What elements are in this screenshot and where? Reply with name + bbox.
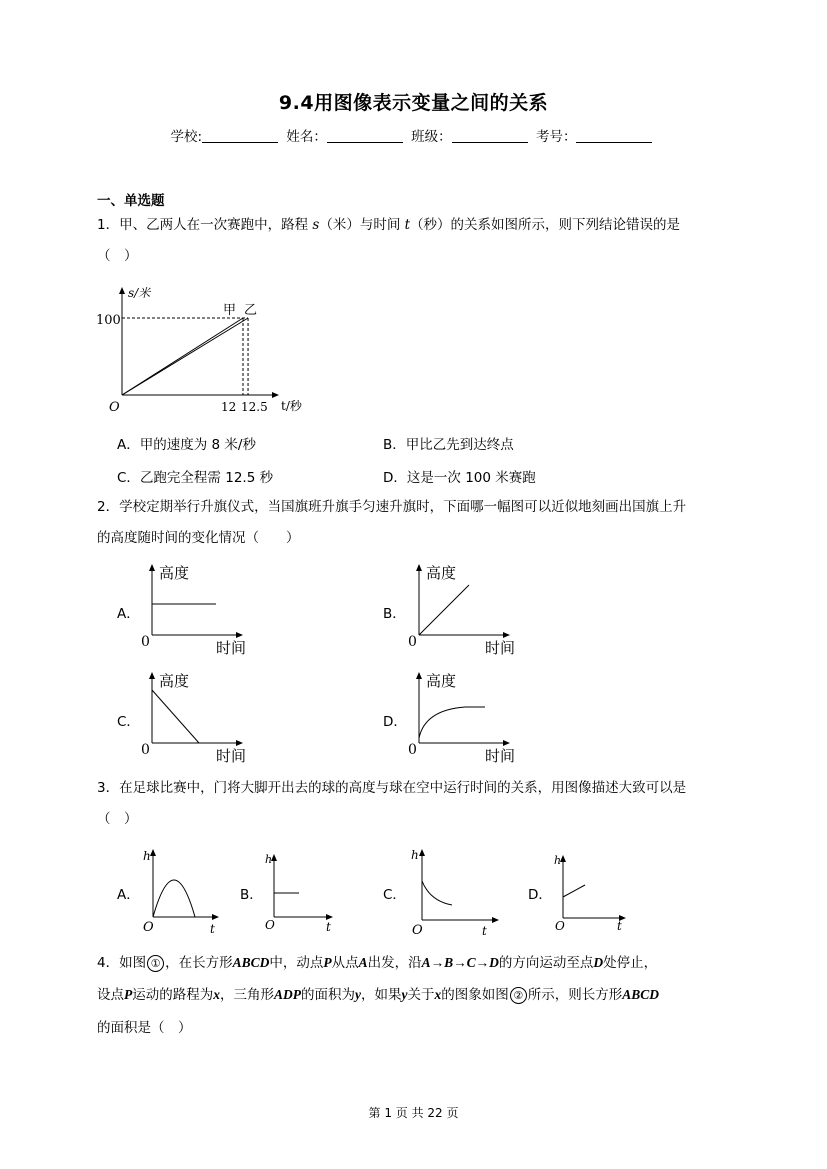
- x-axis-label: 时间: [485, 639, 516, 657]
- parabola-curve: [153, 880, 195, 917]
- q3-option-b-label[interactable]: B．: [240, 887, 263, 903]
- origin-label: O: [265, 918, 275, 932]
- origin-label: 0: [141, 742, 150, 758]
- increasing-line: [419, 585, 469, 635]
- line-label-jia: 甲: [223, 303, 237, 318]
- rising-segment: [563, 885, 585, 897]
- section-heading: 一、单选题: [97, 193, 165, 209]
- origin-label: O: [143, 920, 154, 935]
- origin-label: 0: [408, 634, 417, 650]
- question-1-answer-paren: （ ）: [97, 248, 138, 264]
- q3-option-c-label[interactable]: C．: [383, 887, 406, 903]
- q3-option-a-label[interactable]: A．: [117, 887, 140, 903]
- question-2-text: 2．学校定期举行升旗仪式，当国旗班升旗手匀速升旗时，下面哪一幅图可以近似地刻画出国旗上升: [97, 499, 687, 515]
- origin-label: 0: [141, 634, 150, 650]
- origin-label: O: [109, 400, 120, 415]
- y-axis-label: 高度: [159, 672, 190, 690]
- q2-option-c-label[interactable]: C．: [117, 714, 140, 730]
- x-tick-label-12: 12: [221, 400, 237, 414]
- y-axis-label: s/米: [128, 286, 151, 300]
- school-field[interactable]: 学校:: [171, 125, 283, 145]
- series-line-乙: [122, 318, 248, 395]
- x-axis-label: t: [617, 919, 622, 933]
- q2-option-a-label[interactable]: A．: [117, 606, 140, 622]
- q3-graph-b[interactable]: [260, 845, 350, 935]
- line-label-yi: 乙: [244, 303, 258, 318]
- decreasing-line: [152, 690, 199, 743]
- question-3-text: 3．在足球比赛中，门将大脚开出去的球的高度与球在空中运行时间的关系，用图像描述大致可以是: [97, 780, 687, 796]
- page-title: 9.4用图像表示变量之间的关系: [278, 92, 549, 114]
- q3-graph-c[interactable]: [408, 845, 503, 935]
- origin-label: O: [412, 923, 423, 935]
- y-axis-label: 高度: [426, 564, 457, 582]
- x-axis-label: t/秒: [281, 399, 302, 413]
- q2-option-b-label[interactable]: B．: [383, 606, 406, 622]
- origin-label: O: [555, 919, 565, 933]
- figure-1-marker: ①: [147, 955, 164, 972]
- question-1-text: 1．甲、乙两人在一次赛跑中，路程 s（米）与时间 t（秒）的关系如图所示，则下列结论错误的是: [97, 217, 681, 233]
- y-tick-label: 100: [96, 313, 121, 328]
- q2-graph-a[interactable]: [138, 560, 258, 660]
- page-footer: 第 1 页 共 22 页: [368, 1106, 459, 1120]
- decreasing-curve: [422, 881, 452, 905]
- q2-option-d-label[interactable]: D．: [383, 714, 407, 730]
- q3-option-d-label[interactable]: D．: [528, 887, 552, 903]
- x-axis-label: 时间: [216, 747, 247, 765]
- figure-2-marker: ②: [510, 987, 527, 1004]
- q3-graph-d[interactable]: [550, 848, 635, 938]
- question-4-text-line1: 4．如图 ① ，在长方形ABCD中，动点P从点A出发，沿A→B→C→D的方向运动至点D处停止，: [97, 955, 658, 971]
- y-axis-label: h: [411, 848, 419, 862]
- q2-graph-d[interactable]: [405, 668, 525, 768]
- x-axis-label: t: [482, 924, 487, 935]
- q3-graph-a[interactable]: [138, 845, 228, 935]
- question-3-answer-paren: （ ）: [97, 811, 138, 827]
- question-1-figure: [95, 280, 310, 420]
- q1-option-b[interactable]: B．甲比乙先到达终点: [383, 437, 514, 453]
- question-2-text-line2: 的高度随时间的变化情况（ ）: [97, 530, 300, 546]
- x-tick-label-12-5: 12.5: [241, 400, 268, 414]
- y-axis-label: h: [265, 853, 273, 866]
- name-field[interactable]: 姓名：: [286, 125, 407, 145]
- question-4-text-line3: 的面积是（ ）: [97, 1020, 192, 1036]
- q2-graph-b[interactable]: [405, 560, 525, 660]
- y-axis-label: 高度: [159, 564, 190, 582]
- student-info-fields: [0, 125, 827, 145]
- y-axis-label: h: [554, 854, 562, 867]
- y-axis-label: h: [143, 849, 151, 863]
- class-field[interactable]: 班级：: [411, 125, 532, 145]
- x-axis-label: t: [210, 922, 215, 935]
- q1-option-d[interactable]: D．这是一次 100 米赛跑: [383, 470, 536, 486]
- q2-graph-c[interactable]: [138, 668, 258, 768]
- question-4-text-line2: 设点P运动的路程为x，三角形ADP的面积为y，如果y关于x的图象如图 ② 所示，则长方形ABCD: [97, 987, 660, 1003]
- exam-number-field[interactable]: 考号：: [536, 125, 657, 145]
- x-axis-label: 时间: [216, 639, 247, 657]
- concave-rising-curve: [419, 707, 485, 738]
- x-axis-label: t: [326, 920, 331, 934]
- y-axis-label: 高度: [426, 672, 457, 690]
- q1-option-a[interactable]: A．甲的速度为 8 米/秒: [117, 437, 256, 453]
- q1-option-c[interactable]: C．乙跑完全程需 12.5 秒: [117, 470, 274, 486]
- x-axis-label: 时间: [485, 747, 516, 765]
- origin-label: 0: [408, 742, 417, 758]
